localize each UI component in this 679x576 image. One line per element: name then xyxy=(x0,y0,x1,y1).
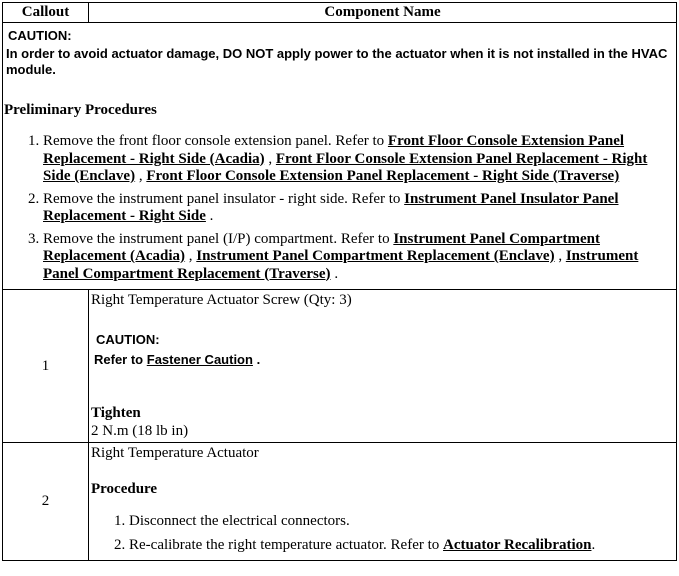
component-name-1: Right Temperature Actuator Screw (Qty: 3) xyxy=(91,292,352,308)
procedure-step-2: 2. Re-calibrate the right temperature actuator. Refer to Actuator Recalibration. xyxy=(129,537,676,555)
table-header-row xyxy=(3,3,677,23)
callout-header: Callout xyxy=(3,3,89,23)
link-console-panel-traverse[interactable]: Front Floor Console Extension Panel Replacement - Right Side (Traverse) xyxy=(146,168,620,184)
fastener-caution-title: CAUTION: xyxy=(96,332,160,347)
fastener-caution-text: Refer to Fastener Caution . xyxy=(94,352,261,367)
link-ip-compartment-enclave[interactable]: Instrument Panel Compartment Replacement (Enclave) xyxy=(196,248,555,264)
preliminary-steps-list xyxy=(3,133,676,283)
callout-number-1: 1 xyxy=(3,290,89,443)
caution-text: In order to avoid actuator damage, DO NOT apply power to the actuator when it is not installed in the HVAC module. xyxy=(6,46,668,77)
procedure-steps-list xyxy=(89,513,676,554)
tighten-value: 2 N.m (18 lb in) xyxy=(91,423,189,439)
table-row xyxy=(3,290,677,443)
link-console-panel-enclave[interactable]: Front Floor Console Extension Panel Replacement - Right Side (Enclave) xyxy=(43,150,648,184)
component-cell-1 xyxy=(89,290,677,443)
link-actuator-recalibration[interactable]: Actuator Recalibration xyxy=(443,536,592,553)
component-name-header: Component Name xyxy=(89,3,677,23)
component-name-2: Right Temperature Actuator xyxy=(91,445,259,461)
preliminary-step-2: 2. Remove the instrument panel insulator - right side. Refer to Instrument Panel Insulator Panel Replacement - Right Side . xyxy=(43,191,676,226)
preliminary-procedures-title: Preliminary Procedures xyxy=(4,102,157,118)
intro-row xyxy=(3,23,677,290)
link-ip-compartment-traverse[interactable]: Instrument Panel Compartment Replacement (Traverse) xyxy=(43,248,639,282)
callout-number-2: 2 xyxy=(3,443,89,561)
procedure-step-1: 1. Disconnect the electrical connectors. xyxy=(129,513,676,531)
link-console-panel-acadia[interactable]: Front Floor Console Extension Panel Replacement - Right Side (Acadia) xyxy=(43,133,625,167)
link-insulator-panel[interactable]: Instrument Panel Insulator Panel Replacement - Right Side xyxy=(43,190,619,224)
intro-cell xyxy=(3,23,677,290)
component-table xyxy=(2,2,677,561)
table-row xyxy=(3,443,677,561)
link-ip-compartment-acadia[interactable]: Instrument Panel Compartment Replacement (Acadia) xyxy=(43,230,600,264)
procedure-label: Procedure xyxy=(91,481,158,497)
caution-title: CAUTION: xyxy=(8,28,72,43)
component-cell-2 xyxy=(89,443,677,561)
link-fastener-caution[interactable]: Fastener Caution xyxy=(146,352,253,367)
tighten-label: Tighten xyxy=(91,405,141,421)
preliminary-step-3: 3. Remove the instrument panel (I/P) compartment. Refer to Instrument Panel Compartment Replacement (Acadia) , Instrument Panel Compartment Replacement (Enclave) , Instrument Panel Compartment Replacement (Traverse) . xyxy=(43,231,676,284)
preliminary-step-1: 1. Remove the front floor console extension panel. Refer to Front Floor Console Extension Panel Replacement - Right Side (Acadia) , Front Floor Console Extension Panel Replacement - Right Side (Enclave) , Front Floor Console Extension Panel Replacement - Right Side (Traverse) xyxy=(43,133,676,186)
